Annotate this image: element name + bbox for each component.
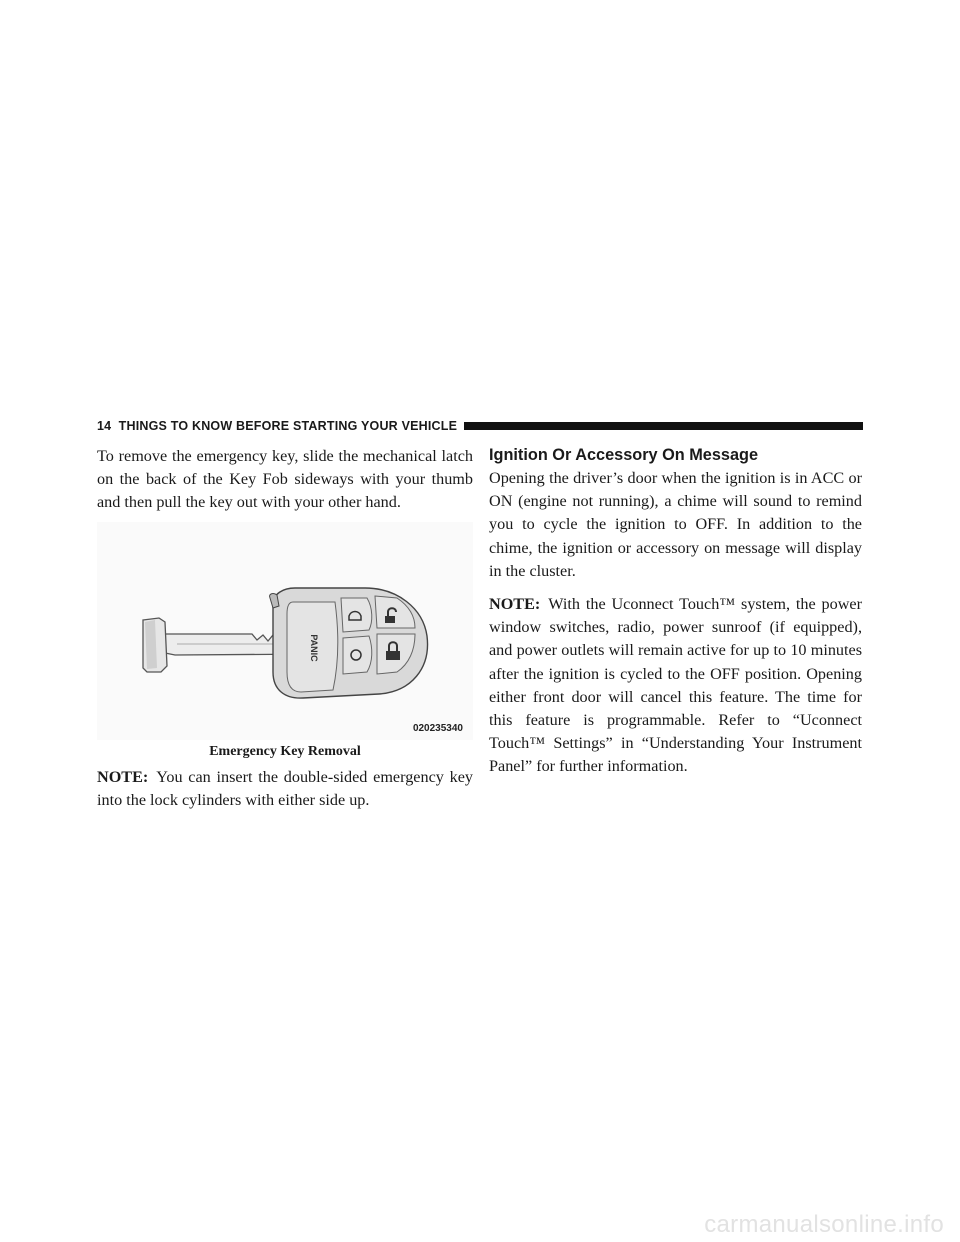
right-column	[489, 445, 862, 779]
intro-paragraph: To remove the emergency key, slide the mechanical latch on the back of the Key Fob sideways with your thumb and then pull the key out with your other hand.	[97, 447, 473, 512]
uconnect-note-paragraph	[489, 593, 862, 779]
header-rule	[464, 422, 863, 430]
remote-start-button	[343, 636, 372, 674]
note-text: With the Uconnect Touch™ system, the power window switches, radio, power sunroof (if equipped), and power outlets will remain active for up to 10 minutes after the ignition is cycled to the OFF position. Opening either front door will cancel this feature. The time for this feature is programmable. Refer to “Uconnect Touch™ Settings” in “Understanding Your Instrument Panel” for further information.	[489, 595, 862, 776]
left-column	[97, 445, 473, 812]
note-label: NOTE:	[97, 767, 149, 786]
note-paragraph	[97, 766, 473, 812]
page-header	[97, 418, 863, 434]
figure-id: 020235340	[412, 722, 463, 734]
panic-label: PANIC	[309, 633, 319, 662]
ignition-paragraph: Opening the driver’s door when the ignition is in ACC or ON (engine not running), a chime will sound to remind you to cycle the ignition to OFF. In addition to the chime, the ignition or accessory on message will display in the cluster.	[489, 469, 862, 580]
fob-latch	[270, 593, 279, 607]
note-text: You can insert the double-sided emergency key into the lock cylinders with either side up.	[97, 767, 473, 809]
header-title	[97, 418, 457, 434]
key-head-shade	[145, 620, 157, 669]
emergency-key-figure	[97, 522, 473, 740]
section-title: THINGS TO KNOW BEFORE STARTING YOUR VEHICLE	[118, 419, 458, 433]
trunk-button	[341, 598, 372, 632]
page-number: 14	[97, 419, 112, 433]
key-fob-illustration	[97, 522, 473, 740]
section-heading: Ignition Or Accessory On Message	[489, 446, 759, 464]
figure-caption: Emergency Key Removal	[209, 743, 361, 759]
watermark: carmanualsonline.info	[704, 1211, 944, 1238]
note-label: NOTE:	[489, 595, 541, 614]
